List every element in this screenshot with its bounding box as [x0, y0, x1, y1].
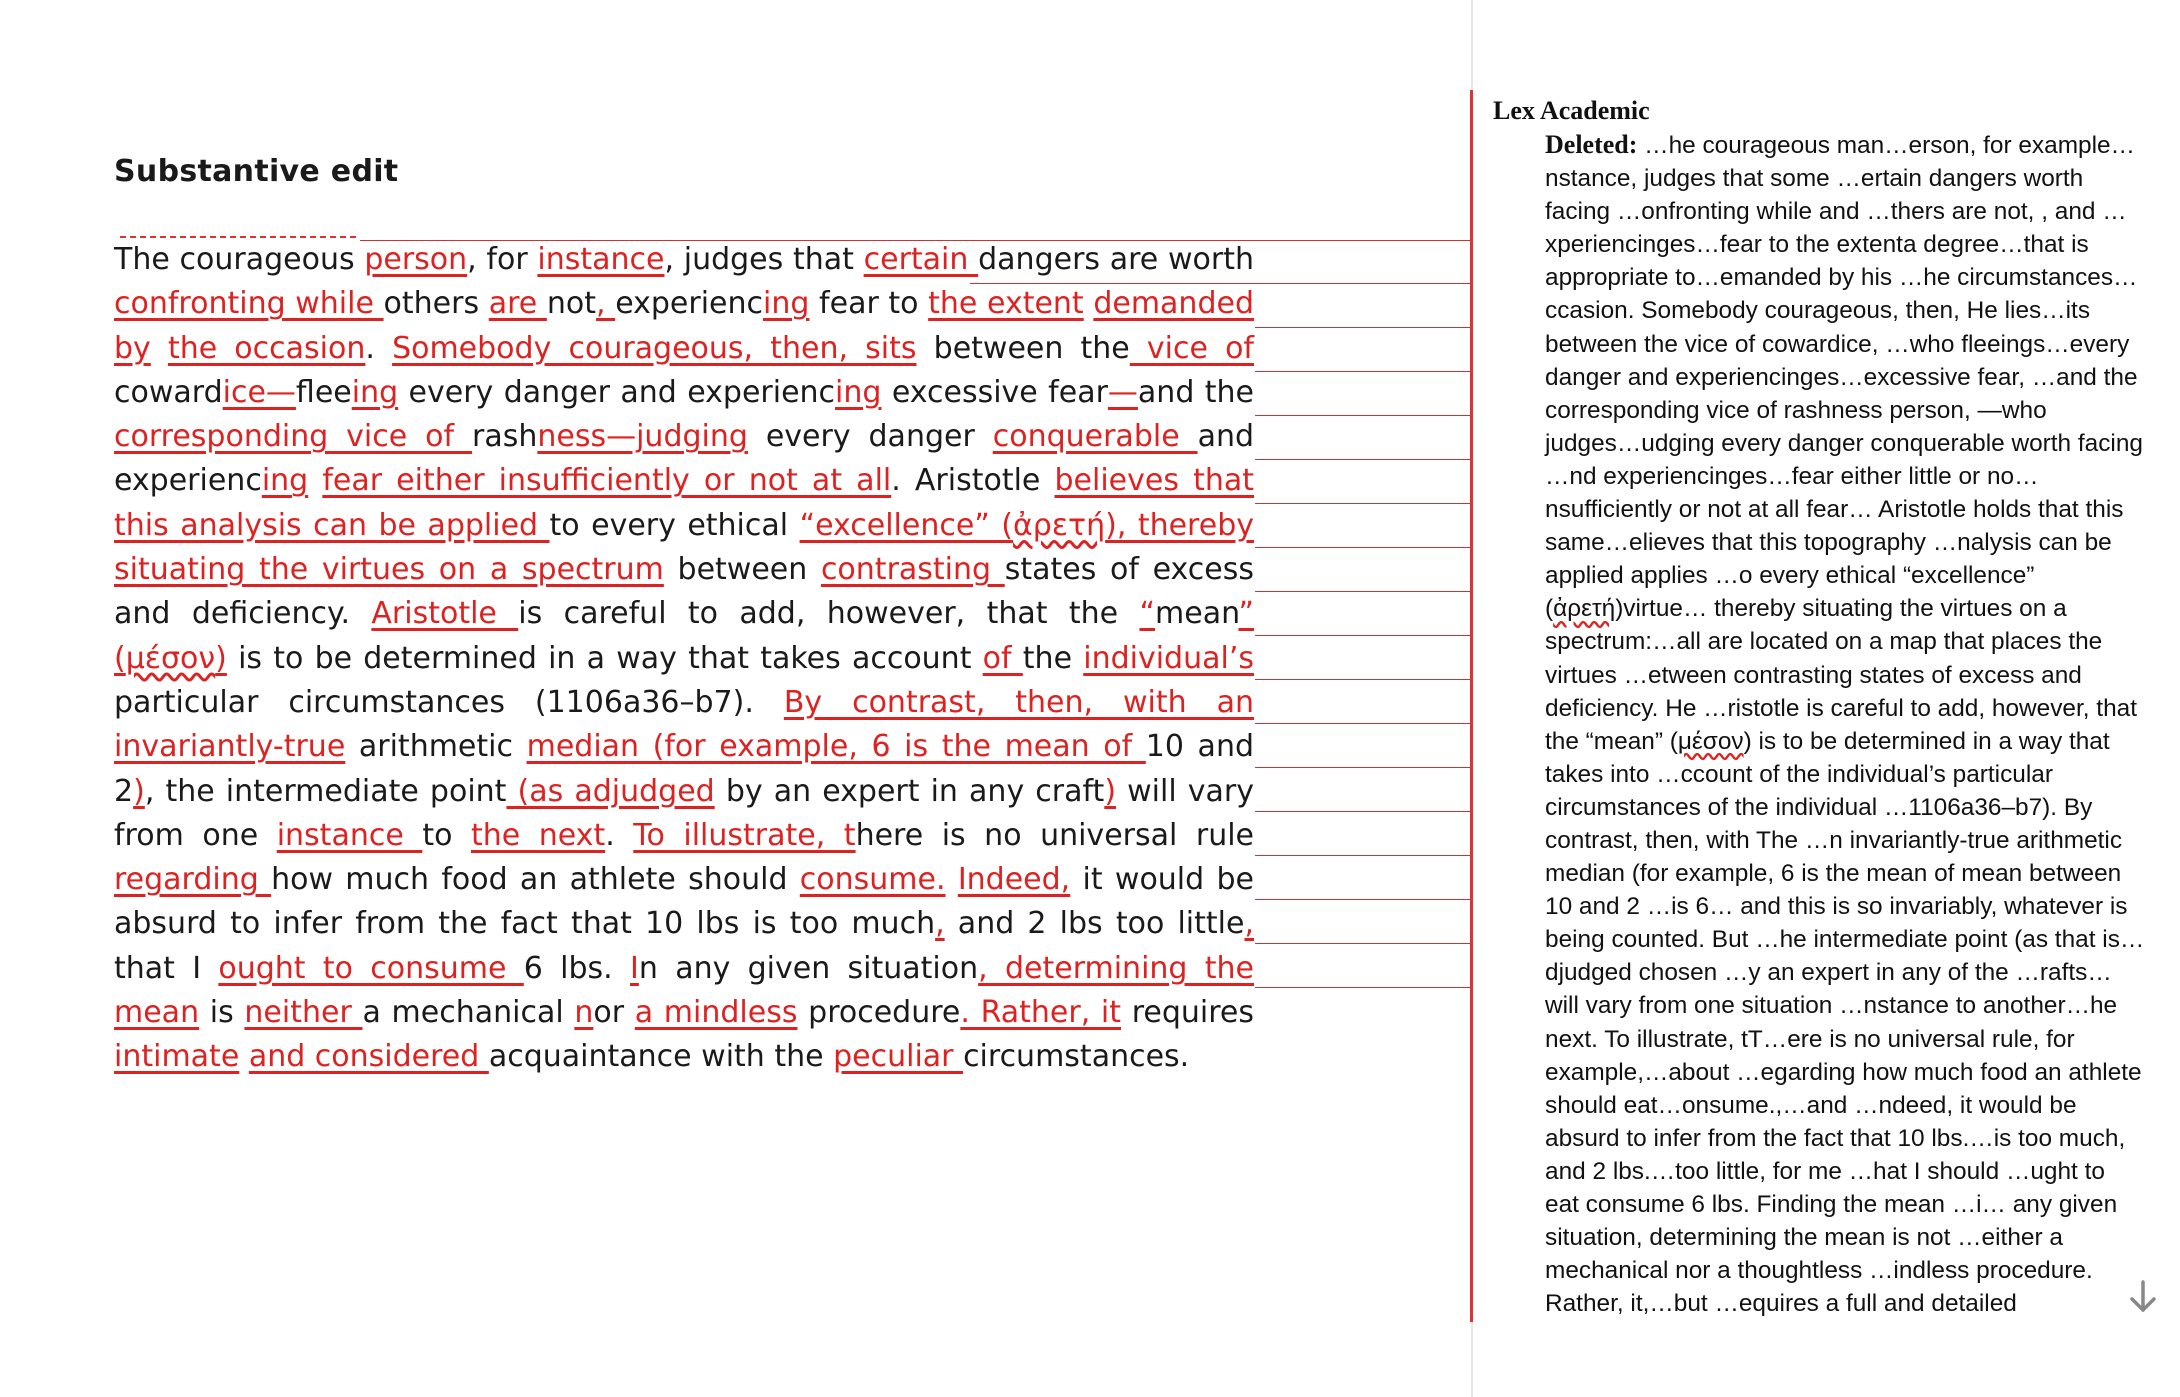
- inserted-text: confronting while: [114, 286, 384, 322]
- revision-connector-line: [1255, 459, 1472, 460]
- inserted-text: certain: [863, 242, 979, 277]
- revision-connector-line: [1255, 547, 1472, 548]
- inserted-greek-text: μέσον: [125, 640, 216, 676]
- deleted-greek-text: ἀρετή: [1553, 595, 1616, 623]
- scroll-down-arrow-icon[interactable]: [2128, 1276, 2158, 1316]
- revision-connector-line: [1255, 503, 1472, 504]
- text-run: is: [199, 995, 245, 1031]
- text-run: 6 lbs.: [523, 950, 631, 986]
- text-run: how much food an athlete should: [271, 862, 800, 898]
- text-run: .: [605, 817, 634, 853]
- inserted-text: ing: [351, 374, 399, 410]
- revision-connector-line: [1255, 327, 1472, 328]
- text-run: between the: [916, 330, 1130, 366]
- text-run: acquaintance with the: [488, 1039, 834, 1075]
- inserted-text: a mindless: [634, 995, 798, 1031]
- inserted-greek-text: ἀρετή: [1013, 507, 1106, 543]
- inserted-text: Aristotle: [371, 596, 519, 632]
- inserted-text: of: [982, 640, 1023, 676]
- revision-connector-line: [1255, 371, 1472, 372]
- inserted-text: the next: [470, 817, 606, 853]
- inserted-text: ,: [596, 286, 616, 322]
- text-run: and 2 lbs too little: [944, 906, 1245, 942]
- inserted-text: demanded by: [114, 286, 1254, 366]
- text-run: procedure: [797, 995, 961, 1031]
- inserted-text: intimate: [114, 1039, 240, 1075]
- text-run: will vary from one: [114, 773, 1254, 853]
- inserted-text: ing: [261, 463, 309, 499]
- text-run: every danger and experienc: [398, 374, 836, 410]
- text-run: a mechanical: [362, 995, 575, 1031]
- deleted-greek-text: μέσον: [1677, 727, 1744, 755]
- revision-connector-line: [1255, 987, 1472, 988]
- text-run: [1084, 286, 1094, 321]
- inserted-text: contrasting: [820, 552, 1005, 588]
- text-run: others: [383, 286, 489, 322]
- text-run: [308, 463, 322, 498]
- text-run: fear to: [809, 286, 929, 322]
- inserted-text: ing: [835, 374, 882, 410]
- inserted-text: conquerable: [992, 419, 1198, 455]
- text-run: is careful to add, however, that the: [518, 596, 1140, 632]
- inserted-text: By contrast, then, with an invariantly-true: [114, 684, 1254, 765]
- inserted-text: ice—: [222, 374, 296, 410]
- markup-pane[interactable]: [1473, 0, 2180, 1397]
- text-run: .: [365, 330, 393, 366]
- revision-connector-line: [360, 240, 1472, 241]
- inserted-text: I: [630, 950, 639, 986]
- text-run: experienc: [615, 286, 764, 322]
- inserted-text: peculiar: [833, 1039, 964, 1075]
- comment-author: Lex Academic: [1493, 96, 1650, 125]
- text-run: to every ethical: [549, 507, 800, 543]
- inserted-text: ), thereby situating the virtues on a spectrum: [114, 507, 1254, 588]
- text-run: coward: [114, 374, 223, 410]
- inserted-text: consume.: [799, 862, 946, 898]
- text-run: here is no universal rule: [855, 817, 1254, 853]
- text-run: that I: [114, 950, 219, 986]
- text-run: is to be determined in a way that takes account: [226, 640, 983, 676]
- text-run: and experienc: [114, 419, 1255, 499]
- inserted-text: the extent: [928, 286, 1084, 322]
- revision-connector-line: [1255, 855, 1472, 856]
- deleted-text: ) is to be determined in a way that takes into …ccount of the individual’s particular circumstances of the individual …1106a36–b7). By contrast, then, with The …n invariantly-true arithmetic median (for example, 6 is the mean of mean between 10 and 2 …is 6… and this is so invariably, whatever is being counted. But …he intermediate point (as that is…djudged chosen …y an expert in any of the …rafts… will vary from one situation …nstance to another…he next. To illustrate, tT…ere is no universal rule, for example,…about …egarding how much food an athlete should eat…onsume.,…and …ndeed, it would be absurd to infer from the fact that 10 lbs.…is too much, and 2 lbs.…too little, for me …hat I should …ught to eat consume 6 lbs. Finding the mean …i… any given situation, determining the mean is not …either a mechanical nor a thoughtless …indless procedure. Rather, it,…but …equires a full and detailed: [1545, 727, 2145, 1318]
- text-run: The courageous: [114, 242, 365, 277]
- inserted-text: regarding: [114, 862, 272, 898]
- inserted-text: fear either insufficiently or not at all: [322, 463, 892, 499]
- inserted-text: are: [488, 286, 547, 322]
- inserted-text: person: [364, 242, 468, 277]
- inserted-text: Somebody courageous, then, sits: [392, 330, 917, 366]
- text-run: it would be absurd to infer from the fact that 10 lbs is too much: [114, 862, 1254, 942]
- text-run: excessive fear: [881, 374, 1108, 410]
- text-run: arithmetic: [345, 729, 527, 765]
- inserted-text: corresponding vice of: [114, 419, 472, 455]
- text-run: states of excess and deficiency.: [114, 552, 1254, 632]
- text-run: requires: [1121, 995, 1254, 1031]
- inserted-text: instance: [276, 817, 423, 853]
- deleted-label: Deleted:: [1545, 130, 1638, 159]
- text-run: , judges that: [664, 242, 864, 277]
- inserted-text: “excellence” (: [799, 507, 1014, 543]
- text-run: or: [593, 995, 635, 1031]
- text-run: particular circumstances (1106a36–b7).: [114, 684, 784, 720]
- inserted-text: instance: [537, 242, 665, 277]
- inserted-text: and considered: [248, 1039, 489, 1075]
- text-run: . Aristotle: [891, 463, 1055, 499]
- revision-connector-line: [1255, 723, 1472, 724]
- text-run: the: [1022, 640, 1084, 676]
- text-run: [239, 1039, 249, 1074]
- inserted-text: individual’s: [1083, 640, 1254, 676]
- inserted-text: —: [1107, 374, 1138, 410]
- inserted-text: , determining the mean: [114, 950, 1255, 1031]
- text-run: [946, 862, 958, 897]
- deleted-text: )virtue… thereby situating the virtues on a spectrum:…all are located on a map that places the virtues …etween contrasting states of excess and deficiency. He …ristotle is careful to add, however, that the “mean” (: [1545, 595, 2137, 755]
- inserted-text: ought to consume: [218, 950, 524, 986]
- deleted-text: …he courageous man…erson, for example…nstance, judges that some …ertain dangers worth facing …onfronting while and …thers are not, , and …xperiencinges…fear to the extenta degree…that is appropriate to…emanded by his …he circumstances…ccasion. Somebody courageous, then, He lies…its between the vice of cowardice, …who fleeings…every danger and experiencinges…excessive fear, …and the corresponding vice of rashness person, —who judges…udging every danger conquerable worth facing …nd experiencinges…fear either little or no…nsufficiently or not at all fear… Aristotle holds that this same…elieves that this topography …nalysis can be applied applies …o every ethical “excellence” (: [1545, 132, 2143, 623]
- text-run: dangers are worth: [978, 242, 1254, 277]
- revision-connector-line: [1255, 811, 1472, 812]
- revision-connector-line: [970, 283, 1472, 284]
- inserted-text: ): [1104, 773, 1117, 809]
- inserted-text: ,: [935, 906, 945, 942]
- revision-connector-line: [1255, 679, 1472, 680]
- inserted-text: ,: [1244, 906, 1255, 942]
- inserted-text: ness—judging: [537, 419, 748, 455]
- text-run: between: [663, 552, 821, 588]
- text-run: n any given situation: [638, 950, 979, 986]
- text-run: , for: [467, 242, 538, 277]
- revision-connector-line: [1255, 899, 1472, 900]
- inserted-text: ing: [763, 286, 810, 322]
- text-run: circumstances.: [963, 1039, 1190, 1075]
- text-run: to: [422, 817, 471, 853]
- document-paragraph[interactable]: [114, 238, 1254, 1080]
- deleted-text-balloon[interactable]: [1545, 128, 2145, 1320]
- inserted-text: the occasion: [167, 330, 366, 366]
- section-heading: Substantive edit: [114, 154, 399, 189]
- inserted-text: believes that this analysis can be applied: [114, 463, 1254, 543]
- inserted-text: Indeed,: [957, 862, 1071, 898]
- inserted-text: ” (: [114, 596, 1255, 676]
- text-run: and the: [1137, 374, 1254, 410]
- inserted-text: . Rather, it: [960, 995, 1122, 1031]
- text-run: every danger: [747, 419, 993, 455]
- text-run: not: [546, 286, 597, 322]
- inserted-text: vice of: [1129, 330, 1254, 366]
- revision-connector-line: [1255, 415, 1472, 416]
- text-run: flee: [295, 374, 352, 410]
- inserted-text: (as adjudged: [506, 773, 715, 809]
- inserted-text: ): [133, 773, 145, 809]
- inserted-text: “: [1139, 596, 1156, 632]
- inserted-text: neither: [244, 995, 363, 1031]
- text-run: 10 and 2: [114, 729, 1254, 809]
- revision-connector-line: [1255, 943, 1472, 944]
- inserted-text: To illustrate, t: [633, 817, 856, 853]
- text-run: rash: [471, 419, 538, 455]
- revision-connector-line: [1255, 591, 1472, 592]
- inserted-text: n: [574, 995, 594, 1031]
- text-run: mean: [1155, 596, 1239, 632]
- revision-connector-line: [1255, 635, 1472, 636]
- text-run: , the intermediate point: [144, 773, 507, 809]
- revision-connector-line: [1255, 767, 1472, 768]
- inserted-text: ): [215, 640, 227, 676]
- inserted-text: median (for example, 6 is the mean of: [526, 729, 1146, 765]
- text-run: [151, 331, 168, 366]
- text-run: by an expert in any craft: [714, 773, 1105, 809]
